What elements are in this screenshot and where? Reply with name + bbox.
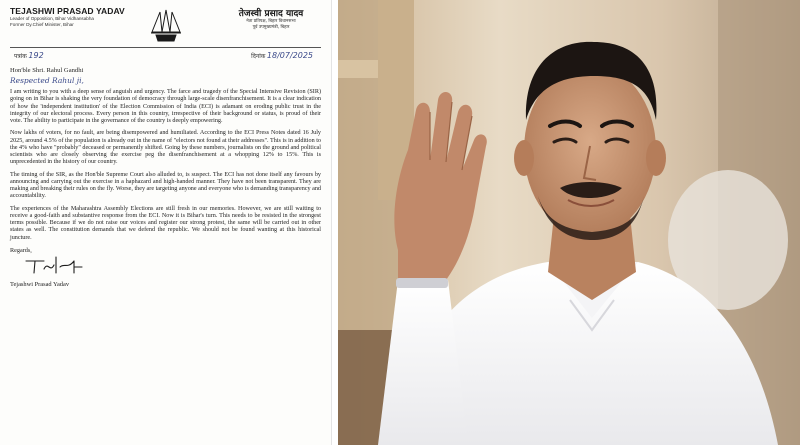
- letter-document: [0, 0, 332, 445]
- letter-paragraph-4: The experiences of the Maharashtra Assembly Elections are still fresh in our memories. However, we are still waiting to receive a good-faith and substantive response from the ECI. Now it is Bihar's turn. This needs to be resisted in the strongest terms possible. Because if we do not raise our voices and register our strong protest, the same will be carried out in other states as well. The constitution demands that we defend the republic. We should not be found wanting at this historical juncture.: [10, 205, 321, 241]
- letterhead-divider: [10, 47, 321, 48]
- letter-paragraph-1: I am writing to you with a deep sense of anguish and urgency. The farce and tragedy of the Special Intensive Revision (SIR) going on in Bihar is shaking the very foundation of democracy through large-scale disenfranchisement. It is a clear indication of how the 'independent institution' of the Election Commission of India (ECI) is adamant on eroding public trust in the integrity of our electoral process. Every person in this country, irrespective of their background or status, is proud of their vote. The ability to participate in the governance of the country is deeply empowering.: [10, 89, 321, 124]
- reference-date: [251, 51, 313, 60]
- signature-name: Tejashwi Prasad Yadav: [10, 280, 70, 288]
- reference-date-label: दिनांक: [251, 54, 266, 60]
- handwritten-salutation: Respected Rahul ji,: [10, 76, 84, 85]
- letterhead-name-hi: तेजस्वी प्रसाद यादव: [238, 9, 304, 19]
- signature-icon: [22, 255, 92, 275]
- reference-number-value: 192: [28, 51, 44, 60]
- reference-date-value: 18/07/2025: [266, 51, 313, 60]
- letter-paragraph-3: The timing of the SIR, as the Hon'ble Supreme Court also alluded to, is suspect. The ECI has not done itself any favours by announcing and carrying out the exercise in a haphazard and high-handed manner. They have not been transparent. They are making and breaking their rules on the fly. Worse, they are targeting anyone and everyone who is demanding transparency and accountability.: [10, 171, 321, 200]
- letter-paragraph-2: Now lakhs of voters, for no fault, are being disempowered and humiliated. According to the ECI Press Notes dated 16 July 2025, around 4.5% of the population is already out in the name of "electors not found at their addresses". This is in addition to the 4% who have "probably" deceased or permanently shifted. Going by these numbers, journalists on the ground and political scientists who are closely observing the exercise peg the disenfranchisement at a whopping 12% to 15%. This is unprecedented in the history of our country.: [10, 130, 321, 166]
- letterhead-title-hi-2: पूर्व उपमुख्यमंत्री, बिहार: [252, 25, 290, 30]
- letterhead: [10, 6, 321, 46]
- party-emblem-icon: [148, 6, 184, 44]
- letterhead-hindi: [216, 6, 326, 31]
- portrait-illustration: [338, 0, 800, 445]
- reference-number: [14, 51, 44, 60]
- reference-number-label: पत्रांक: [14, 54, 27, 60]
- letterhead-title-hi-1: नेता प्रतिपक्ष, बिहार विधानसभा: [246, 19, 296, 24]
- letterhead-name-en: TEJASHWI PRASAD YADAV: [10, 6, 125, 16]
- portrait-photo: [338, 0, 800, 445]
- addressee: Hon'ble Shri. Rahul Gandhi: [10, 67, 84, 74]
- letterhead-english: [10, 6, 140, 28]
- closing: Regards,: [10, 246, 32, 254]
- reference-line: [10, 51, 321, 63]
- letterhead-title-en-1: Leader of Opposition, Bihar Vidhansabha: [10, 16, 94, 21]
- letterhead-title-en-2: Former Dy.Chief Minister, Bihar: [10, 22, 74, 27]
